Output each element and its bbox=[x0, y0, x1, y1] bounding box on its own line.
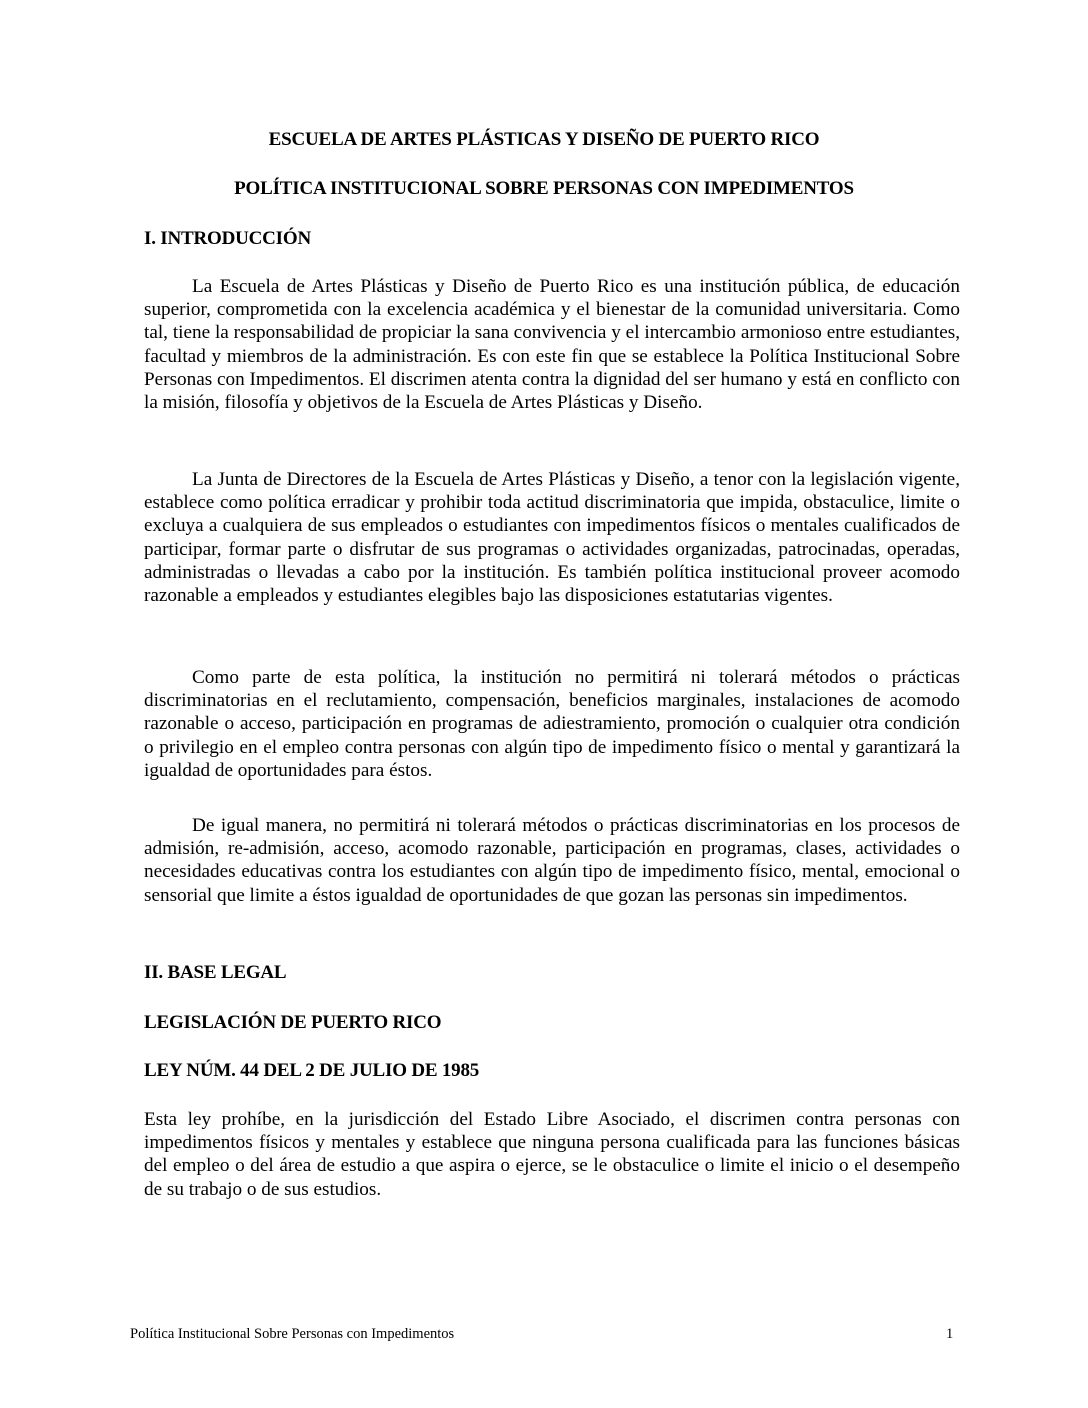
section-heading-introduccion: I. INTRODUCCIÓN bbox=[144, 228, 311, 249]
intro-paragraph-2: La Junta de Directores de la Escuela de Artes Plásticas y Diseño, a tenor con la legislación vigente, establece como política erradicar y prohibir toda actitud discriminatoria que impida, obstaculice, limite o excluya a cualquiera de sus empleados o estudiantes con impedimentos físicos o mentales cualificados de participar, formar parte o disfrutar de sus programas o actividades organizadas, patrocinadas, operadas, administradas o llevadas a cabo por la institución. Es también política institucional proveer acomodo razonable a empleados y estudiantes elegibles bajo las disposiciones estatutarias vigentes. bbox=[144, 469, 960, 607]
subheading-ley-44: LEY NÚM. 44 DEL 2 DE JULIO DE 1985 bbox=[144, 1060, 480, 1081]
page-number: 1 bbox=[946, 1326, 954, 1342]
section-heading-base-legal: II. BASE LEGAL bbox=[144, 962, 287, 983]
intro-paragraph-3: Como parte de esta política, la institución no permitirá ni tolerará métodos o prácticas discriminatorias en el reclutamiento, compensación, beneficios marginales, instalaciones de acomodo razonable o acceso, participación en programas de adiestramiento, promoción o cualquier otra condición o privilegio en el empleo contra personas con algún tipo de impedimento físico o mental y garantizará la igualdad de oportunidades para éstos. bbox=[144, 667, 960, 781]
subheading-legislacion-puerto-rico: LEGISLACIÓN DE PUERTO RICO bbox=[144, 1012, 442, 1033]
intro-paragraph-4: De igual manera, no permitirá ni tolerará métodos o prácticas discriminatorias en los procesos de admisión, re-admisión, acceso, acomodo razonable, participación en programas, clases, actividades o necesidades educativas contra los estudiantes con algún tipo de impedimento físico, mental, emocional o sensorial que limite a éstos igualdad de oportunidades de que gozan las personas sin impedimentos. bbox=[144, 815, 960, 906]
document-title: ESCUELA DE ARTES PLÁSTICAS Y DISEÑO DE PUERTO RICO bbox=[268, 129, 820, 150]
document-subtitle: POLÍTICA INSTITUCIONAL SOBRE PERSONAS CON IMPEDIMENTOS bbox=[234, 178, 854, 199]
intro-paragraph-1: La Escuela de Artes Plásticas y Diseño de Puerto Rico es una institución pública, de educación superior, comprometida con la excelencia académica y el bienestar de la comunidad universitaria. Como tal, tiene la responsabilidad de propiciar la sana convivencia y el intercambio armonioso entre estudiantes, facultad y miembros de la administración. Es con este fin que se establece la Política Institucional Sobre Personas con Impedimentos. El discrimen atenta contra la dignidad del ser humano y está en conflicto con la misión, filosofía y objetivos de la Escuela de Artes Plásticas y Diseño. bbox=[144, 276, 960, 414]
footer-title: Política Institucional Sobre Personas con Impedimentos bbox=[130, 1326, 455, 1342]
ley-44-paragraph: Esta ley prohíbe, en la jurisdicción del Estado Libre Asociado, el discrimen contra personas con impedimentos físicos y mentales y establece que ninguna persona cualificada para las funciones básicas del empleo o del área de estudio a que aspira o ejerce, se le obstaculice o limite el inicio o el desempeño de su trabajo o de sus estudios. bbox=[144, 1109, 960, 1200]
